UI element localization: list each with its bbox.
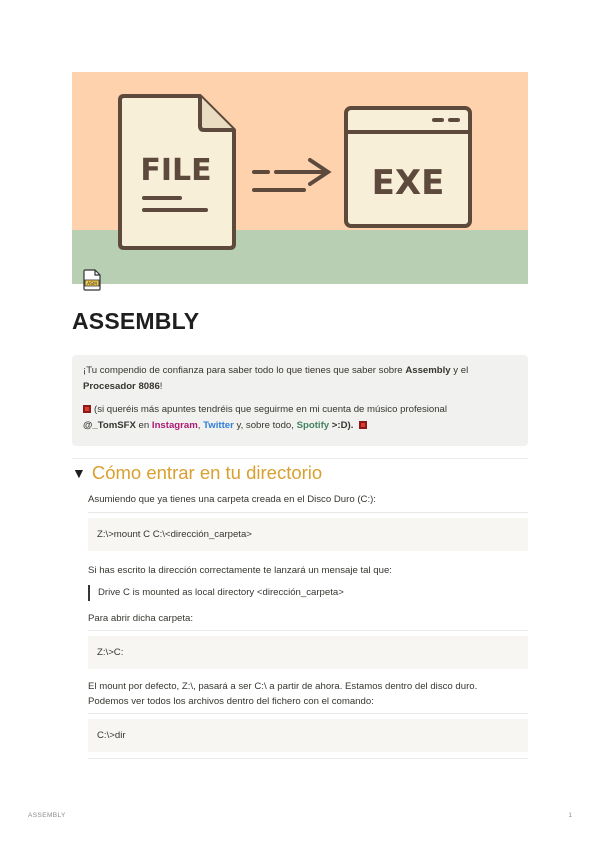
emoji-icon: [83, 405, 91, 413]
code-block-drive: Z:\>C:: [88, 636, 528, 669]
paragraph-4-line-1: El mount por defecto, Z:\, pasará a ser C:\ a partir de ahora. Estamos dentro del disco duro.: [88, 681, 478, 692]
page-icon-label: ASM: [87, 282, 97, 287]
divider: [88, 758, 528, 759]
code-block-dir: C:\>dir: [88, 719, 528, 752]
footer-title: ASSEMBLY: [28, 812, 66, 819]
callout-text: y el: [450, 365, 469, 376]
processor-bold: Procesador 8086: [83, 381, 160, 392]
callout-line-4: [83, 418, 518, 434]
section-heading[interactable]: [72, 462, 322, 484]
page-title: ASSEMBLY: [72, 308, 200, 334]
assembly-bold: Assembly: [405, 365, 451, 376]
callout-line-2: [83, 379, 518, 395]
callout-text: >:D).: [329, 420, 354, 431]
exe-window-icon: [346, 108, 470, 226]
paragraph-1: Asumiendo que ya tienes una carpeta creada en el Disco Duro (C:):: [88, 494, 376, 505]
paragraph-2: Si has escrito la dirección correctamente te lanzará un mensaje tal que:: [88, 565, 392, 576]
callout-text: y, sobre todo,: [233, 420, 297, 431]
file-document-icon: [120, 96, 234, 248]
paragraph-4-line-2: Podemos ver todos los archivos dentro del fichero con el comando:: [88, 696, 374, 707]
divider: [72, 458, 528, 459]
paragraph-3: Para abrir dicha carpeta:: [88, 613, 194, 624]
cover-image: [72, 72, 528, 284]
callout-text: en: [135, 420, 152, 431]
divider: [88, 512, 528, 513]
emoji-icon: [359, 421, 367, 429]
section-heading-text: Cómo entrar en tu directorio: [91, 462, 323, 483]
instagram-link[interactable]: Instagram: [151, 420, 198, 431]
callout-text: ¡Tu compendio de confianza para saber todo lo que tienes que saber sobre: [83, 365, 406, 376]
footer-page-number: 1: [568, 812, 572, 819]
file-label: FILE: [140, 153, 212, 188]
callout-line-1: [83, 363, 518, 379]
code-block-mount: Z:\>mount C C:\<dirección_carpeta>: [88, 518, 528, 551]
quote-block: Drive C is mounted as local directory <dirección_carpeta>: [88, 585, 344, 601]
exe-label: EXE: [371, 163, 445, 203]
callout-text: !: [159, 381, 163, 392]
page-document-icon: [82, 269, 102, 291]
divider: [88, 630, 528, 631]
toggle-triangle-icon[interactable]: ▼: [72, 465, 86, 481]
callout-line-3: [83, 402, 518, 418]
handle-bold: @_TomSFX: [83, 420, 136, 431]
callout-text: (si queréis más apuntes tendréis que seguirme en mi cuenta de músico profesional: [94, 404, 448, 415]
spotify-link[interactable]: Spotify: [296, 420, 330, 431]
intro-callout: [72, 355, 528, 446]
callout-text: ,: [197, 420, 204, 431]
twitter-link[interactable]: Twitter: [203, 420, 234, 431]
divider: [88, 713, 528, 714]
